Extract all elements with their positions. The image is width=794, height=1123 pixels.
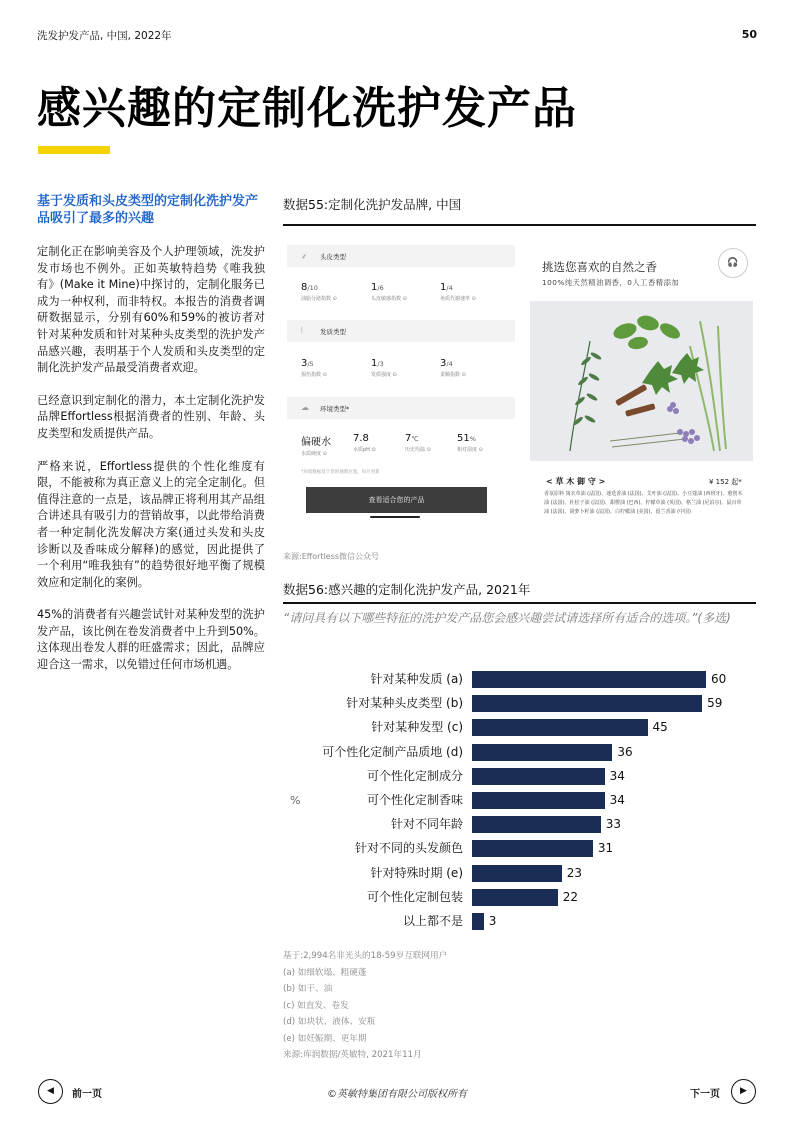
bar — [472, 695, 702, 712]
product-ingredients: 香氛原料 寓衣草油 (法国)、迷迭香油 (法国)、艾叶油 (法国)、小豆蔻油 (西班牙)、愈创木油 (法国)、杜松子油 (法国)、甜橙油 (巴西)、柠檬草油 (英国)、格兰油 (尼泊尔)、鼠百草油 (法国)、胡萝卜籽油 (法国)、白柠檬油 (美国)、留兰香油 (中国) — [544, 491, 743, 515]
bar-value-label: 3 — [488, 914, 497, 928]
bar-category-label: 可个性化定制产品质地 (d) — [322, 744, 463, 759]
brand-logo-icon: 🎧 — [718, 248, 748, 278]
bar-value-label: 59 — [707, 696, 723, 711]
view-products-button: 查看适合您的产品 — [306, 487, 487, 513]
home-indicator — [370, 516, 420, 518]
bar-value-label: 34 — [609, 793, 625, 807]
page-number: 50 — [741, 28, 757, 41]
bar-value-label: 22 — [562, 889, 579, 904]
hair-icon: ⦚ — [301, 326, 303, 335]
scalp-icon: ⸙ — [301, 252, 307, 261]
figure-note: (e) 如妊娠期、更年期 — [283, 1033, 367, 1044]
page-title: 感兴趣的定制化洗护发产品 — [37, 83, 577, 134]
figure-note: 基于:2,994名非光头的18-59岁互联网用户 — [283, 951, 448, 961]
section-label: 头皮类型 — [320, 253, 346, 261]
bar-category-label: 可个性化定制成分 — [366, 768, 463, 783]
section-label: 环境类型* — [320, 405, 350, 413]
herbs-photo — [530, 301, 753, 461]
bar — [472, 889, 558, 906]
bar-category-label: 可个性化定制包装 — [366, 889, 463, 904]
phone-section-environment — [287, 397, 515, 419]
figure-note: (a) 如细软塌、粗硬蓬 — [283, 967, 367, 978]
bar — [472, 913, 484, 930]
bar — [472, 768, 605, 785]
figure56-title: 数据56:感兴趣的定制化洗护发产品, 2021年 — [283, 582, 531, 597]
metric-item: 8/10 油脂分泌指数 ⊙ — [301, 282, 337, 302]
bar-category-label: 针对不同年龄 — [390, 817, 463, 832]
phone-section-scalp — [287, 245, 515, 267]
metric-item: 7.8 水质pH ⊙ — [353, 433, 376, 453]
metric-item: 1/4 角质代谢速率 ⊙ — [440, 282, 476, 302]
bar-category-label: 针对某种发型 (c) — [371, 720, 463, 735]
bar-category-label: 以上都不是 — [402, 914, 463, 928]
bar — [472, 816, 601, 833]
bar-category-label: 针对某种发质 (a) — [370, 672, 463, 686]
next-page-button[interactable]: ▶ — [731, 1079, 756, 1104]
bar-value-label: 36 — [617, 744, 633, 759]
bar — [472, 865, 562, 882]
figure-note: (d) 如块状、液体、安瓶 — [283, 1017, 376, 1027]
metric-item: 1/6 头皮敏感指数 ⊙ — [371, 282, 407, 302]
previous-page-button[interactable]: ◀ — [38, 1079, 63, 1104]
survey-question: “请问具有以下哪些特征的洗护发产品您会感兴趣尝试请选择所有适合的选项。”(多选) — [283, 611, 731, 625]
figure-note: (c) 如直发、卷发 — [283, 1000, 349, 1011]
figure-note: 来源:库润数据/英敏特, 2021年11月 — [283, 1050, 422, 1060]
body-paragraph: 严格来说，Effortless提供的个性化维度有限，不能被称为真正意义上的完全定制化。但值得注意的一点是，该品牌正将利用其产品组合讲述具有吸引力的营销故事，以此带给消费者一种定制化洗发解决方案(通过头发和头皮诊断以及香味成分解释)的感觉，因此提供了一个利用“唯我独有”的趋势很好地平衡了规模效应和定制化的案例。 — [37, 459, 265, 589]
card-subtitle: 100%纯天然精油调香，0人工香精添加 — [542, 278, 680, 287]
left-column — [37, 193, 265, 690]
metric-item: 3/4 柔顺指数 ⊙ — [440, 358, 466, 378]
bar-category-label: 针对不同的头发颜色 — [354, 841, 463, 856]
bar — [472, 719, 648, 736]
running-header: 洗发护发产品, 中国, 2022年 — [37, 30, 172, 42]
body-paragraph: 定制化正在影响美容及个人护理领域，洗发护发市场也不例外。正如英敏特趋势《唯我独有》(Make it Mine)中探讨的，定制化服务已成为一种权利，而非特权。本报告的消费者调研数据显示，分别有60%和59%的被访者对针对某种发质和针对某种头皮类型的洗护发产品感兴趣，表明基于个人发质和头皮类型的定制化洗护发产品最受消费者欢迎。 — [37, 245, 265, 375]
body-paragraph: 45%的消费者有兴趣尝试针对某种发型的洗护发产品，该比例在卷发消费者中上升到50%。这体现出卷发人群的旺盛需求；因此，品牌应迎合这一需求，以免错过任何市场机遇。 — [37, 608, 265, 672]
figure56-rule — [283, 602, 756, 604]
phone-section-hair — [287, 320, 515, 342]
figure55-rule — [283, 224, 756, 226]
bar-value-label: 34 — [609, 768, 625, 783]
body-paragraph: 已经意识到定制化的潜力，本土定制化洗护发品牌Effortless根据消费者的性别、年龄、头皮类型和发质提供产品。 — [37, 393, 265, 440]
metric-item: 偏硬水 水质硬度 ⊙ — [301, 437, 331, 457]
bar-value-label: 23 — [566, 865, 582, 880]
previous-page-link[interactable]: 前一页 — [72, 1089, 102, 1100]
bar-value-label: 33 — [605, 817, 621, 832]
metric-item: 7℃ 历史均温 ⊙ — [405, 433, 431, 453]
card-headline: 挑选您喜欢的自然之香 — [542, 260, 657, 274]
phone-footnote: *环境数据基于您的地理位置，每月更新 — [301, 470, 380, 475]
section-subheading: 基于发质和头皮类型的定制化洗护发产品吸引了最多的兴趣 — [37, 194, 259, 226]
next-page-link[interactable]: 下一页 — [690, 1089, 720, 1100]
title-accent-bar — [38, 146, 110, 154]
bar-value-label: 31 — [597, 841, 614, 856]
chart-unit-label: % — [290, 794, 301, 807]
bar-category-label: 针对特殊时期 (e) — [370, 865, 463, 880]
bar-category-label: 可个性化定制香味 — [366, 793, 463, 807]
copyright-notice: ©英敏特集团有限公司版权所有 — [327, 1089, 467, 1100]
bar — [472, 744, 612, 761]
section-label: 发质类型 — [320, 328, 346, 336]
product-price: ¥ 152 起* — [709, 478, 742, 486]
bar — [472, 671, 706, 688]
bar-category-label: 针对某种头皮类型 (b) — [346, 696, 463, 711]
figure55-source: 来源:Effortless微信公众号 — [283, 552, 380, 561]
metric-item: 3/5 损伤指数 ⊙ — [301, 358, 327, 378]
bar-value-label: 60 — [711, 672, 727, 686]
bar — [472, 840, 593, 857]
product-name: < 草 木 御 守 > — [546, 477, 606, 486]
figure55-title: 数据55:定制化洗护发品牌, 中国 — [283, 197, 462, 212]
metric-item: 51% 相对湿度 ⊙ — [457, 433, 483, 453]
figure-note: (b) 如干、油 — [283, 984, 333, 994]
app-screenshot-product — [528, 240, 755, 536]
cloud-icon: ☁ — [301, 403, 309, 412]
bar-value-label: 45 — [652, 720, 668, 735]
bar — [472, 792, 605, 809]
metric-item: 1/3 发质强度 ⊙ — [371, 358, 397, 378]
